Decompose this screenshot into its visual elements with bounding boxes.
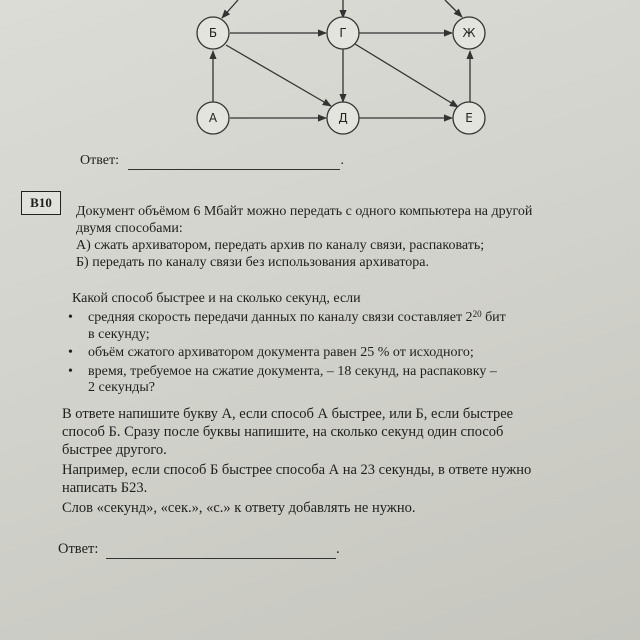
bottom-answer-label: Ответ:: [58, 541, 99, 557]
instruction-1: В ответе напишите букву А, если способ А быстрее, или Б, если быстрее: [62, 406, 514, 422]
top-answer-field[interactable]: [128, 153, 340, 170]
node-label-e: Е: [465, 111, 473, 125]
bottom-answer-suffix: .: [336, 541, 340, 557]
edge-g-e: [355, 44, 458, 107]
instruction-2: способ Б. Сразу после буквы напишите, на сколько секунд один способ: [62, 424, 504, 440]
compress-text: объём сжатого архиватором документа равен 25 % от исходного;: [88, 345, 474, 360]
rate-line2: в секунду;: [88, 326, 150, 342]
graph-diagram: [0, 0, 640, 160]
edge-top-to-zh: [445, 0, 462, 17]
node-label-a: А: [208, 111, 218, 125]
top-answer-label: Ответ:: [80, 153, 119, 168]
conditions-list: [66, 310, 616, 399]
instruction-6: Слов «секунд», «сек.», «с.» к ответу добавлять не нужно.: [62, 500, 416, 516]
rate-exponent: 20: [472, 309, 482, 319]
bullet-dot: •: [68, 363, 73, 379]
rate-line1: средняя скорость передачи данных по каналу связи составляет 2: [88, 310, 473, 325]
node-label-d: Д: [338, 111, 348, 125]
task-intro-1: Документ объёмом 6 Мбайт можно передать с одного компьютера на другой: [76, 204, 533, 219]
node-label-b: Б: [208, 26, 218, 40]
bullet-dot: •: [68, 310, 73, 325]
time-line2: 2 секунды?: [88, 380, 155, 395]
condition-rate: [66, 310, 616, 343]
top-answer-suffix: .: [340, 153, 344, 168]
edge-b-d: [226, 45, 331, 106]
rate-unit: бит: [481, 310, 506, 325]
condition-time: [66, 364, 616, 397]
task-number-badge: В10: [21, 191, 61, 215]
instruction-3: быстрее другого.: [62, 442, 167, 458]
instruction-4: Например, если способ Б быстрее способа А на 23 секунды, в ответе нужно: [62, 462, 532, 478]
task-intro-2: двумя способами:: [76, 221, 183, 236]
node-label-zh: Ж: [462, 26, 476, 40]
node-label-g: Г: [339, 26, 347, 40]
task-question: Какой способ быстрее и на сколько секунд, если: [72, 291, 361, 306]
top-answer: [80, 153, 344, 170]
bottom-answer: [58, 541, 340, 559]
bottom-answer-field[interactable]: [106, 541, 336, 559]
task-intro-4: Б) передать по каналу связи без использования архиватора.: [76, 255, 430, 270]
bullet-dot: •: [68, 345, 73, 360]
edge-top-to-b: [222, 0, 238, 18]
condition-compress: [66, 345, 616, 362]
time-line1: время, требуемое на сжатие документа, – 18 секунд, на распаковку –: [88, 363, 497, 379]
instruction-5: написать Б23.: [62, 480, 148, 496]
task-intro-3: А) сжать архиватором, передать архив по каналу связи, распаковать;: [76, 238, 485, 253]
